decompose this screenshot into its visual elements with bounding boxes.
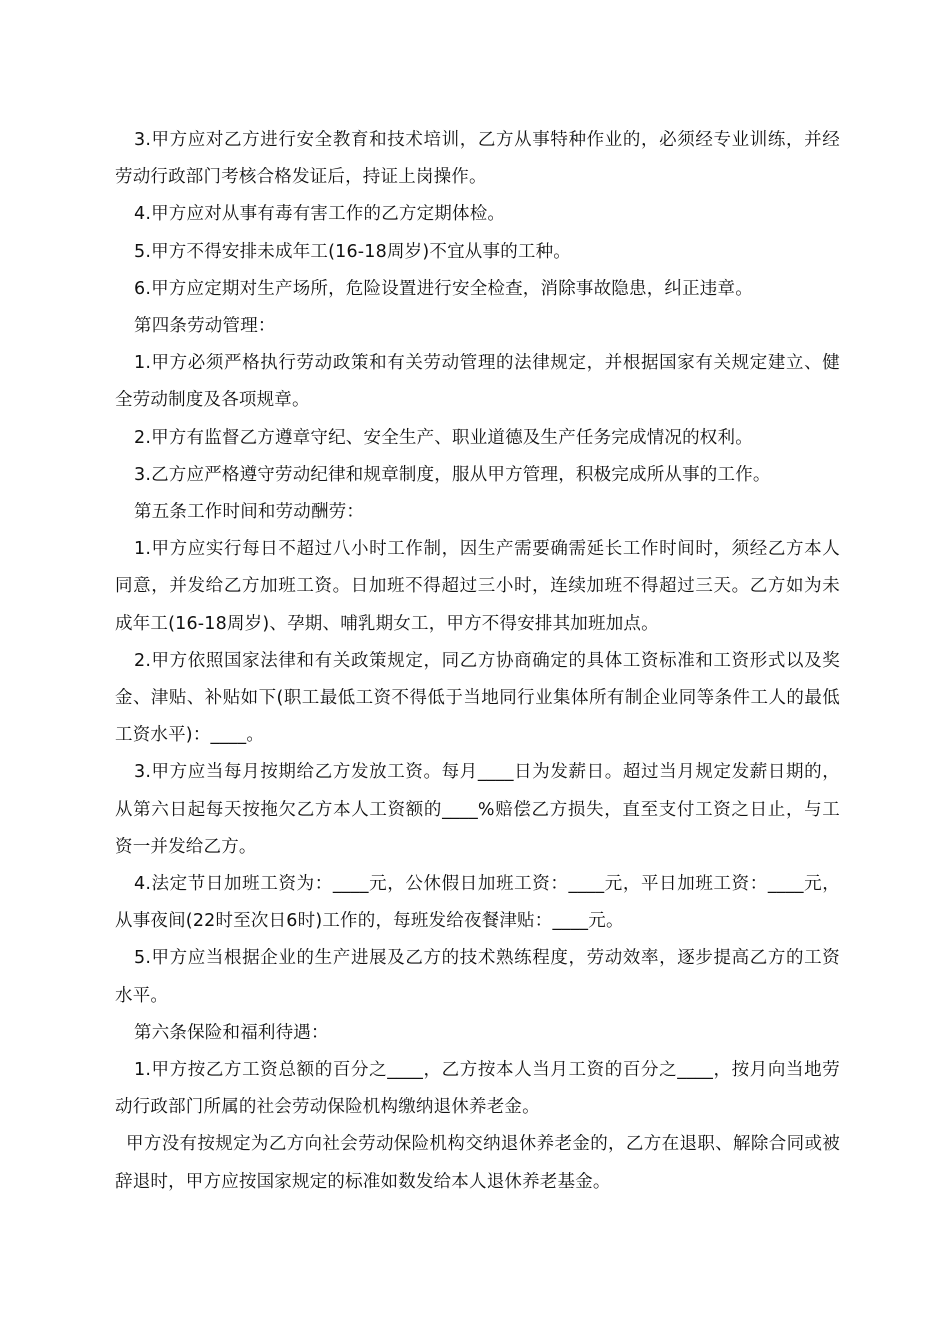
paragraph-work-hours: 1.甲方应实行每日不超过八小时工作制，因生产需要确需延长工作时间时，须经乙方本人同意，并发给乙方加班工资。日加班不得超过三小时，连续加班不得超过三天。乙方如为未成年工(16-18周岁)、孕期、哺乳期女工，甲方不得安排其加班加点。 bbox=[115, 539, 840, 634]
section-heading-insurance-benefits: 第六条保险和福利待遇： bbox=[134, 1022, 329, 1043]
paragraph-pension-contribution: 1.甲方按乙方工资总额的百分之____，乙方按本人当月工资的百分之____，按月向当地劳动行政部门所属的社会劳动保险机构缴纳退休养老金。 bbox=[115, 1060, 840, 1118]
paragraph-labor-discipline: 3.乙方应严格遵守劳动纪律和规章制度，服从甲方管理，积极完成所从事的工作。 bbox=[134, 464, 771, 485]
paragraph-safety-training: 3.甲方应对乙方进行安全教育和技术培训，乙方从事特种作业的，必须经专业训练，并经劳动行政部门考核合格发证后，持证上岗操作。 bbox=[115, 130, 840, 188]
paragraph-wage-standard: 2.甲方依照国家法律和有关政策规定，同乙方协商确定的具体工资标准和工资形式以及奖金、津贴、补贴如下(职工最低工资不得低于当地同行业集体所有制企业同等条件工人的最低工资水平)：____。 bbox=[115, 650, 840, 746]
paragraph-supervision-right: 2.甲方有监督乙方遵章守纪、安全生产、职业道德及生产任务完成情况的权利。 bbox=[134, 427, 753, 448]
paragraph-minor-workers: 5.甲方不得安排未成年工(16-18周岁)不宜从事的工种。 bbox=[134, 241, 572, 262]
paragraph-overtime-pay: 4.法定节日加班工资为：____元，公休假日加班工资：____元，平日加班工资：____元，从事夜间(22时至次日6时)工作的，每班发给夜餐津贴：____元。 bbox=[115, 874, 840, 932]
paragraph-payday: 3.甲方应当每月按期给乙方发放工资。每月____日为发薪日。超过当月规定发薪日期的，从第六日起每天按拖欠乙方本人工资额的____%赔偿乙方损失，直至支付工资之日止，与工资一并发给乙方。 bbox=[115, 762, 840, 857]
paragraph-wage-increase: 5.甲方应当根据企业的生产进展及乙方的技术熟练程度，劳动效率，逐步提高乙方的工资水平。 bbox=[115, 948, 840, 1006]
section-heading-work-hours-pay: 第五条工作时间和劳动酬劳： bbox=[134, 502, 365, 523]
paragraph-health-check: 4.甲方应对从事有毒有害工作的乙方定期体检。 bbox=[134, 204, 506, 225]
paragraph-labor-policy: 1.甲方必须严格执行劳动政策和有关劳动管理的法律规定，并根据国家有关规定建立、健全劳动制度及各项规章。 bbox=[115, 353, 840, 411]
paragraph-safety-inspection: 6.甲方应定期对生产场所，危险设置进行安全检查，消除事故隐患，纠正违章。 bbox=[134, 278, 753, 299]
section-heading-labor-management: 第四条劳动管理： bbox=[134, 316, 276, 337]
paragraph-pension-default: 甲方没有按规定为乙方向社会劳动保险机构交纳退休养老金的，乙方在退职、解除合同或被辞退时，甲方应按国家规定的标准如数发给本人退休养老基金。 bbox=[115, 1134, 840, 1192]
document-body bbox=[115, 122, 840, 1201]
